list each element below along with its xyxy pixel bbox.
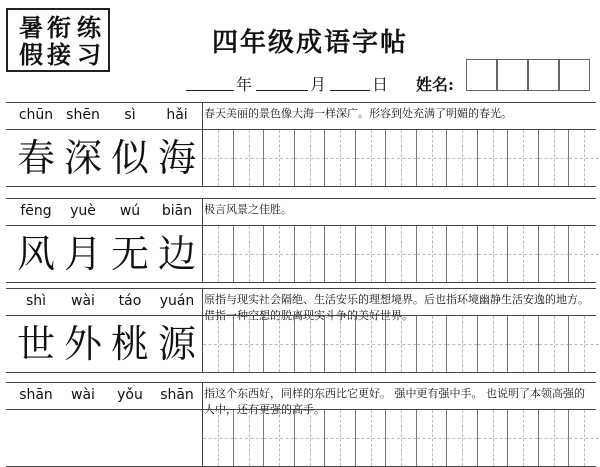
practice-cell[interactable] [416,226,447,282]
practice-cell[interactable] [446,410,477,466]
practice-cell[interactable] [507,316,538,372]
practice-cell[interactable] [385,410,416,466]
stamp-char: 练 [77,13,101,42]
practice-cell[interactable] [477,316,508,372]
pinyin-syllable: yuè [70,203,96,219]
idiom-character: 外 [63,322,102,366]
stamp-char: 衔 [47,13,71,42]
idiom-character: 风 [16,232,55,276]
pinyin-syllable: fēng [20,203,52,219]
practice-cell[interactable] [416,130,447,186]
pinyin-syllable: yuán [159,293,195,309]
idiom-block [6,288,596,373]
pinyin-syllable: chūn [18,107,54,123]
column-divider [202,198,203,283]
column-divider [202,102,203,187]
idiom-character: 海 [157,136,196,180]
month-blank[interactable] [256,90,308,91]
year-label: 年 [236,75,253,94]
practice-cell[interactable] [355,410,386,466]
pinyin-syllable: wài [71,293,95,309]
practice-cell[interactable] [568,316,599,372]
practice-cell[interactable] [477,410,508,466]
pinyin-syllable: sì [124,107,136,123]
name-box[interactable] [559,59,590,91]
practice-cell[interactable] [263,316,294,372]
practice-cell[interactable] [385,226,416,282]
pinyin-syllable: biān [161,203,193,219]
day-blank[interactable] [330,90,370,91]
practice-cell[interactable] [385,130,416,186]
practice-cell[interactable] [202,130,233,186]
pinyin-row [6,198,596,226]
stamp-char: 习 [77,40,101,69]
practice-cell[interactable] [263,130,294,186]
practice-cell[interactable] [507,410,538,466]
idiom-character: 源 [157,322,196,366]
practice-cell[interactable] [202,226,233,282]
practice-cell[interactable] [324,316,355,372]
practice-cell[interactable] [507,130,538,186]
practice-cell[interactable] [355,316,386,372]
idiom-character: 似 [110,136,149,180]
stamp-char: 接 [47,40,71,69]
practice-cell[interactable] [263,226,294,282]
month-label: 月 [310,75,327,94]
practice-cell[interactable] [355,226,386,282]
practice-cell[interactable] [294,226,325,282]
character-row [6,225,596,283]
practice-cell[interactable] [446,130,477,186]
pinyin-syllable: shì [25,293,47,309]
practice-cell[interactable] [507,226,538,282]
practice-cell[interactable] [385,316,416,372]
practice-cell[interactable] [477,130,508,186]
column-divider [202,382,203,467]
practice-cell[interactable] [263,410,294,466]
pinyin-syllable: wú [119,203,141,219]
idiom-character: 无 [110,232,149,276]
pinyin-syllable: shān [160,387,194,403]
pinyin-syllable: yǒu [117,387,143,403]
pinyin-syllable: táo [118,293,142,309]
page-title: 四年级成语字帖 [211,28,408,58]
practice-cell[interactable] [233,130,264,186]
stamp-box [6,8,110,72]
pinyin-syllable: hǎi [166,107,188,123]
idiom-block [6,382,596,467]
year-blank[interactable] [186,90,234,91]
practice-cell[interactable] [477,226,508,282]
idiom-character: 世 [16,322,55,366]
character-row [6,129,596,187]
name-box[interactable] [528,59,559,91]
idiom-character: 桃 [110,322,149,366]
character-row [6,409,596,467]
character-row [6,315,596,373]
practice-cell[interactable] [538,226,569,282]
practice-cell[interactable] [538,316,569,372]
idiom-block [6,198,596,283]
pinyin-row [6,382,596,416]
idiom-character: 春 [16,136,55,180]
practice-cell[interactable] [202,316,233,372]
practice-cell[interactable] [538,130,569,186]
practice-cell[interactable] [568,226,599,282]
practice-cell[interactable] [324,410,355,466]
idiom-meaning: 极言风景之佳胜。 [204,203,292,216]
pinyin-row [6,102,596,130]
practice-cell[interactable] [233,316,264,372]
idiom-character: 月 [63,232,102,276]
practice-cell[interactable] [568,410,599,466]
day-label: 日 [372,75,389,94]
practice-cell[interactable] [446,316,477,372]
idiom-block [6,102,596,187]
practice-cell[interactable] [233,226,264,282]
idiom-character: 深 [63,136,102,180]
practice-cell[interactable] [294,410,325,466]
practice-cell[interactable] [324,226,355,282]
pinyin-syllable: wài [71,387,95,403]
stamp-char: 暑 [19,13,43,42]
idiom-meaning: 原指与现实社会隔绝、生活安乐的理想境界。后也指环境幽静生活安逸的地方。借指一种空想的脱离现实斗争的美好世界。 [204,293,589,322]
name-box[interactable] [466,59,497,91]
stamp-char: 假 [19,40,43,69]
practice-cell[interactable] [324,130,355,186]
pinyin-syllable: shān [19,387,53,403]
practice-cell[interactable] [233,410,264,466]
practice-cell[interactable] [294,130,325,186]
pinyin-syllable: shēn [66,107,100,123]
practice-cell[interactable] [294,316,325,372]
practice-cell[interactable] [202,410,233,466]
idiom-meaning: 春天美丽的景色像大海一样深广。形容到处充满了明媚的春光。 [204,107,512,120]
practice-cell[interactable] [355,130,386,186]
practice-cell[interactable] [446,226,477,282]
pinyin-row [6,288,596,322]
name-label: 姓名: [416,75,454,94]
practice-cell[interactable] [416,316,447,372]
column-divider [202,288,203,373]
practice-cell[interactable] [538,410,569,466]
name-box[interactable] [497,59,528,91]
practice-cell[interactable] [416,410,447,466]
practice-cell[interactable] [568,130,599,186]
idiom-meaning: 指这个东西好，同样的东西比它更好。 强中更有强中手。 也说明了本领高强的人中，还有更强的高手。 [204,387,585,416]
idiom-character: 边 [157,232,196,276]
